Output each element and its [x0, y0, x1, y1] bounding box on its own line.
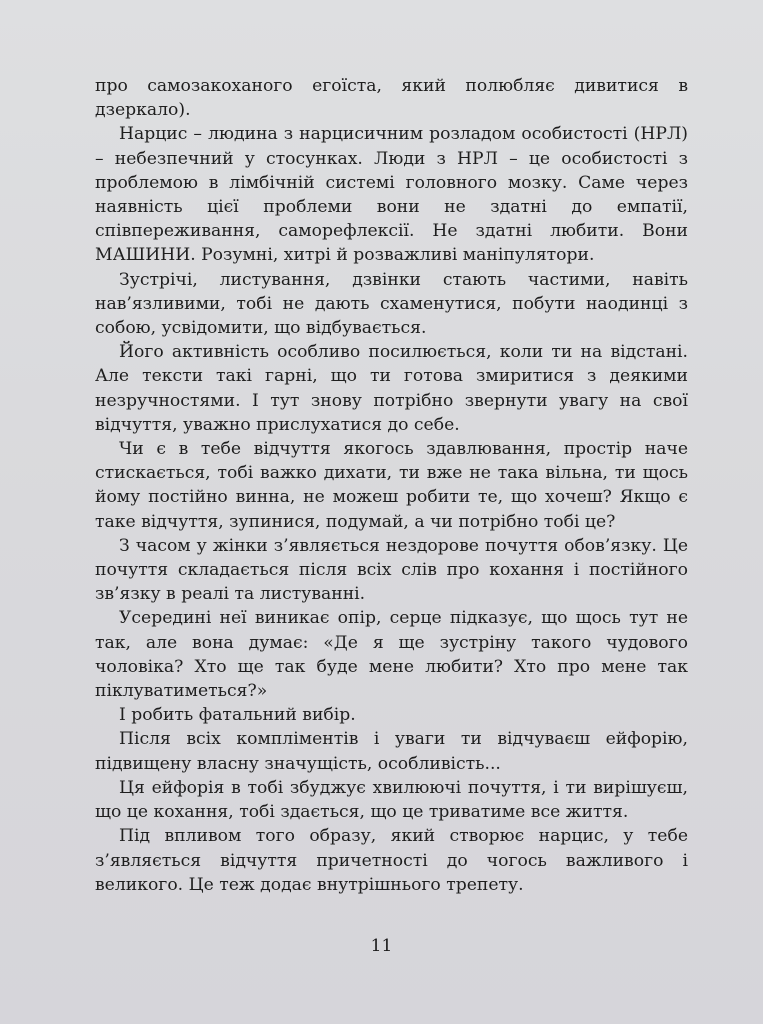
paragraph: І робить фатальний вибір. — [119, 705, 356, 726]
paragraph: Усередині неї виникає опір, серце підказує, що щось тут не так, але вона думає: «Де я ще зустріну такого чудового чоловіка? Хто ще так буде мене любити? Хто про мене так піклуватиметься?» — [95, 608, 688, 702]
paragraph: З часом у жінки з’являється нездорове почуття обов’язку. Це почуття складається після всіх слів про кохання і постійного зв’язку в реалі та листуванні. — [95, 535, 688, 605]
paragraph: Після всіх компліментів і уваги ти відчуваєш ейфорію, підвищену власну значущість, особливість... — [95, 729, 688, 774]
paragraph: Під впливом того образу, який створює нарцис, у тебе з’являється відчуття причетності до чогось важливого і великого. Це теж додає внутрішнього трепету. — [95, 826, 688, 895]
paragraph: про самозакоханого егоїста, який полюбляє дивитися в дзеркало). — [95, 76, 688, 121]
paragraph: Чи є в тебе відчуття якогось здавлювання, простір наче стискається, тобі важко дихати, ти вже не така вільна, ти щось йому постійно винна, не можеш робити те, що хочеш? Якщо є таке відчуття, зупинися, подумай, а чи потрібно тобі це? — [95, 439, 688, 532]
paragraph: Нарцис – людина з нарцисичним розладом особистості (НРЛ) – небезпечний у стосунках. Люди з НРЛ – це особистості з проблемою в лімбічній системі головного мозку. Саме через наявність цієї проблеми вони не здатні до емпатії, співпереживання, саморефлексії. Не здатні любити. Вони МАШИНИ. Розумні, хитрі й розважливі маніпулятори. — [95, 124, 688, 266]
page-body — [95, 74, 688, 897]
page-number: 11 — [370, 936, 393, 956]
paragraph: Його активність особливо посилюється, коли ти на відстані. Але тексти такі гарні, що ти готова змиритися з деякими незручностями. І тут знову потрібно звернути увагу на свої відчуття, уважно прислухатися до себе. — [95, 342, 688, 435]
paragraph: Зустрічі, листування, дзвінки стають частими, навіть нав’язливими, тобі не дають схаменутися, побути наодинці з собою, усвідомити, що відбувається. — [95, 269, 688, 339]
paragraph: Ця ейфорія в тобі збуджує хвилюючі почуття, і ти вирішуєш, що це кохання, тобі здається, що це триватиме все життя. — [95, 777, 688, 823]
